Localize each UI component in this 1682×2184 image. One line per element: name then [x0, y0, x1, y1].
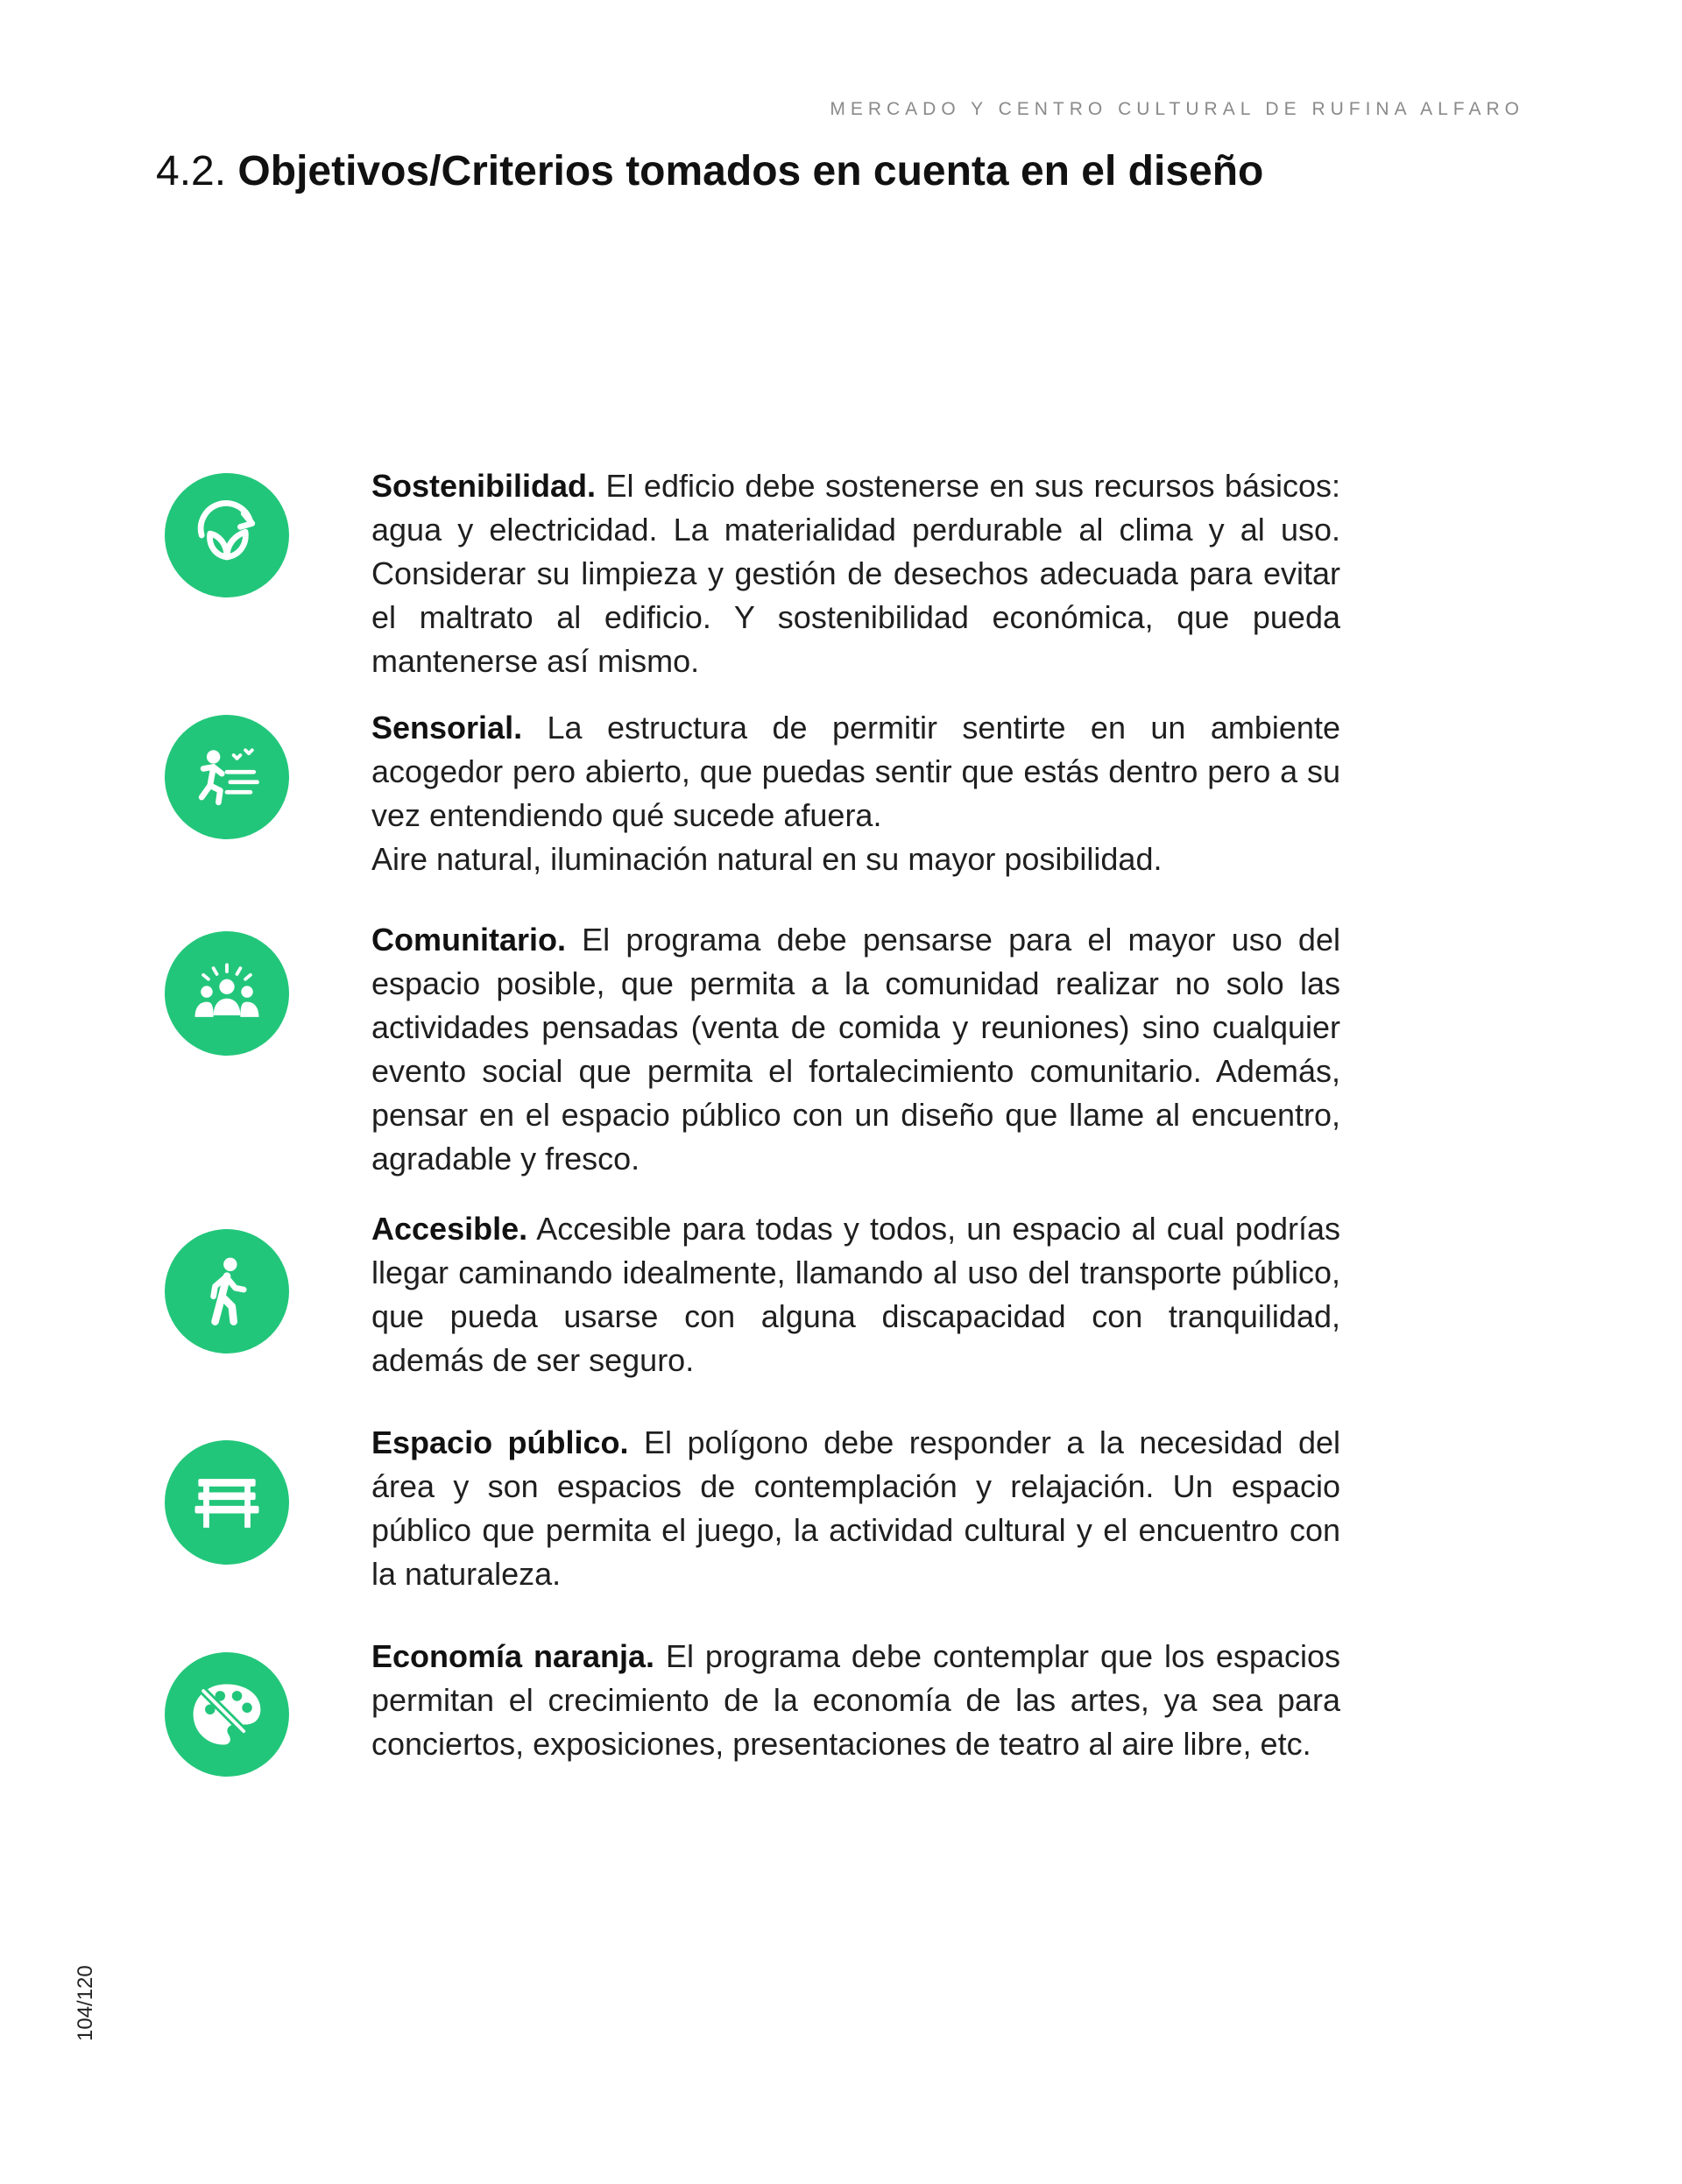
criterion-description: El edficio debe sostenerse en sus recursos básicos: agua y electricidad. La materialidad perdurable al clima y al uso. Considerar su limpieza y gestión de desechos adecuada para evitar el maltrato al edificio. Y sostenibilidad económica, que pueda mantenerse así mismo. — [371, 468, 1340, 679]
paint-palette-icon — [165, 1652, 289, 1777]
criterion-description: El programa debe pensarse para el mayor uso del espacio posible, que permita a la comunidad realizar no solo las actividades pensadas (venta de comida y reuniones) sino cualquier evento social que permita el fortalecimiento comunitario. Además, pensar en el espacio público con un diseño que llame al encuentro, agradable y fresco. — [371, 922, 1340, 1177]
criterion-text — [371, 918, 1340, 1181]
criterion-text — [371, 706, 1340, 881]
sustainability-leaf-recycle-icon — [165, 473, 289, 597]
walking-person-icon — [165, 1229, 289, 1354]
criterion-description: La estructura de permitir sentirte en un ambiente acogedor pero abierto, que puedas sentir que estás dentro pero a su vez entendiendo qué sucede afuera. — [371, 710, 1340, 833]
criterion-term: Economía naranja. — [371, 1638, 655, 1674]
running-header: MERCADO Y CENTRO CULTURAL DE RUFINA ALFARO — [830, 99, 1524, 119]
criterion-term: Sensorial. — [371, 710, 523, 746]
section-title-text: Objetivos/Criterios tomados en cuenta en el diseño — [237, 148, 1264, 194]
criterion-text — [371, 464, 1340, 683]
criterion-term: Comunitario. — [371, 922, 566, 958]
page-number: 104/120 — [74, 1965, 97, 2041]
criterion-term: Accesible. — [371, 1211, 528, 1247]
criterion-description-extra: Aire natural, iluminación natural en su mayor posibilidad. — [371, 841, 1163, 877]
criterion-description: El polígono debe responder a la necesidad del área y son espacios de contemplación y relajación. Un espacio público que permita el juego, la actividad cultural y el encuentro con la naturaleza. — [371, 1424, 1340, 1592]
community-people-icon — [165, 931, 289, 1056]
criterion-term: Espacio público. — [371, 1424, 629, 1460]
section-number: 4.2. — [156, 148, 227, 194]
criterion-description: El programa debe contemplar que los espacios permitan el crecimiento de la economía de las artes, ya sea para conciertos, exposiciones, presentaciones de teatro al aire libre, etc. — [371, 1638, 1340, 1762]
criterion-text — [371, 1421, 1340, 1596]
section-title — [156, 147, 1263, 195]
criterion-term: Sostenibilidad. — [371, 468, 597, 504]
criterion-text — [371, 1635, 1340, 1766]
criterion-text — [371, 1207, 1340, 1382]
sensorial-person-wind-icon — [165, 715, 289, 839]
criterion-description: Accesible para todas y todos, un espacio al cual podrías llegar caminando idealmente, llamando al uso del transporte público, que pueda usarse con alguna discapacidad con tranquilidad, además de ser seguro. — [371, 1211, 1341, 1378]
park-bench-icon — [165, 1440, 289, 1565]
